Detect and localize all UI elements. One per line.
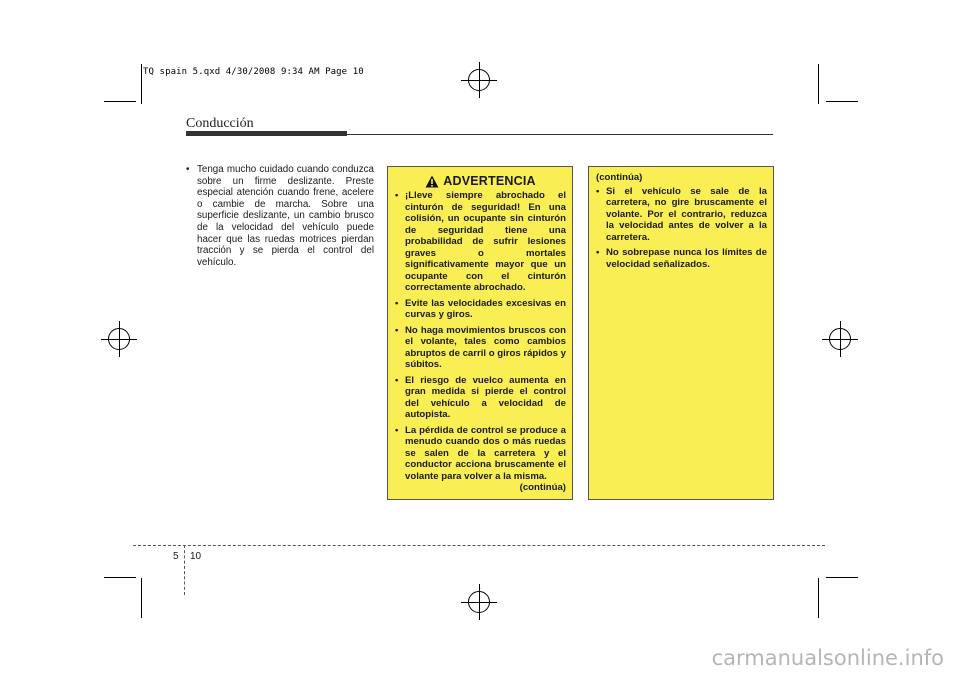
warning-list [395,190,566,482]
watermark: carmanualsonline.info [711,646,944,670]
page-number: 10 [190,551,202,562]
warning-heading [395,175,566,188]
warning-item: • Evite las velocidades excesivas en curvas y giros. [395,298,566,321]
chapter-title: Conducción [186,116,254,131]
body-bullet: • Tenga mucho cuidado cuando conduzca sobre un firme deslizante. Preste especial atención cuando frene, acelere o cambie de marcha. Sobre una superficie deslizante, un cambio brusco de la velocidad del vehículo puede hacer que las ruedas motrices pierdan tracción y se pierda el control del vehículo. [186,164,374,268]
crop-mark [826,101,858,102]
chapter-number: 5 [173,551,179,562]
warning-box-continued [588,166,774,500]
warning-triangle-icon [425,175,439,188]
crop-mark [818,64,819,104]
warning-item: • El riesgo de vuelco aumenta en gran medida si pierde el control del vehículo a velocidad de autopista. [395,375,566,421]
crop-mark [141,578,142,618]
crop-mark [818,578,819,618]
registration-mark-icon [822,321,858,357]
registration-mark-icon [461,62,497,98]
warning-item: • No haga movimientos bruscos con el volante, tales como cambios abruptos de carril o giros rápidos y súbitos. [395,325,566,371]
warning-item: • La pérdida de control se produce a menudo cuando dos o más ruedas se salen de la carretera y el conductor acciona bruscamente el volante para volver a la misma. [395,425,566,483]
warning-heading-label: ADVERTENCIA [443,173,536,188]
warning-list-continued [596,186,767,271]
footer-divider [184,545,185,595]
warning-box [387,166,573,500]
body-text [186,164,374,268]
crop-mark [104,101,136,102]
continued-heading: (continúa) [596,172,643,183]
warning-item: • ¡Lleve siempre abrochado el cinturón de seguridad! En una colisión, un ocupante sin cinturón de seguridad tiene una probabilidad de sufrir lesiones graves o mortales significativamente mayor que un ocupante con el cinturón correctamente abrochado. [395,190,566,294]
registration-mark-icon [101,321,137,357]
footer-rule [133,545,825,546]
crop-mark [104,577,136,578]
header-rule-thin [347,134,773,135]
warning-item: • Si el vehículo se sale de la carretera, no gire bruscamente el volante. Por el contrario, reduzca la velocidad antes de volver a la carretera. [596,186,767,244]
warning-item: • No sobrepase nunca los límites de velocidad señalizados. [596,247,767,270]
print-slug-line: TQ spain 5.qxd 4/30/2008 9:34 AM Page 10 [143,67,364,77]
registration-mark-icon [461,584,497,620]
crop-mark [141,64,142,104]
header-rule-thick [186,131,347,136]
continues-label: (continúa) [519,482,566,493]
crop-mark [826,577,858,578]
